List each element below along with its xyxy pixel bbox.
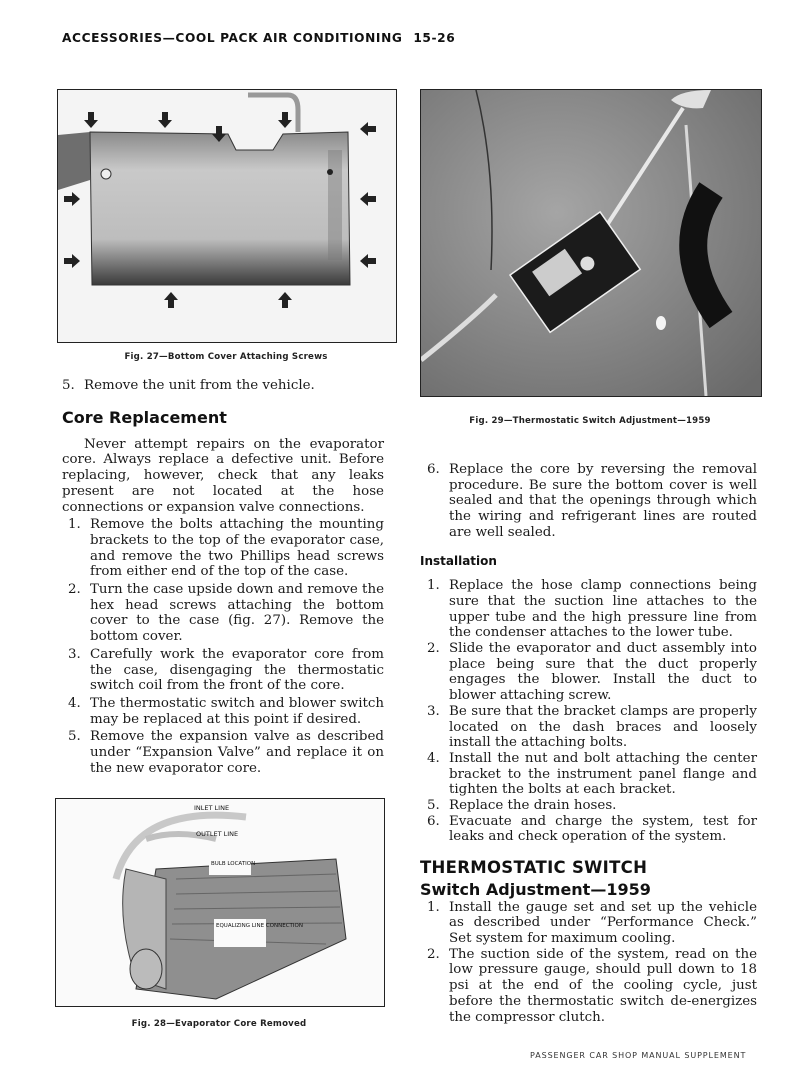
removal-steps-continued: [62, 378, 384, 394]
step-text: Remove the bolts attaching the mounting brackets to the top of the evaporator case, and remove the two Phillips head screws from either end of the top of the case.: [90, 517, 384, 580]
step-text: Replace the core by reversing the removal procedure. Be sure the bottom cover is well sealed and that the openings through which the wiring and refrigerant lines are routed are well sealed.: [449, 462, 757, 540]
step-number: 2.: [427, 641, 440, 657]
switch-adjustment-heading: Switch Adjustment—1959: [420, 879, 651, 899]
figure-27-caption: Fig. 27—Bottom Cover Attaching Screws: [124, 352, 328, 362]
page-number: 15-26: [413, 31, 456, 45]
left-column: [62, 378, 384, 394]
list-item: [427, 798, 757, 814]
step-number: 5.: [62, 378, 75, 393]
step-text: Slide the evaporator and duct assembly into place being sure that the duct properly engages the blower. Install the duct to blower attaching screw.: [449, 641, 757, 704]
step-number: 6.: [427, 813, 440, 829]
label-equalizing-line: EQUALIZING LINE CONNECTION: [216, 923, 303, 929]
label-outlet-line: OUTLET LINE: [196, 830, 239, 838]
figure-28-image: [55, 798, 385, 1007]
step-text: Turn the case upside down and remove the hex head screws attaching the bottom cover to the case (fig. 27). Remove the bottom cover.: [90, 582, 384, 645]
step-number: 4.: [68, 695, 81, 711]
label-inlet-line: INLET LINE: [194, 804, 230, 812]
installation-heading: Installation: [420, 553, 497, 568]
list-item: [427, 641, 757, 704]
step-number: 5.: [427, 798, 440, 814]
figure-29-image: [420, 89, 762, 397]
step-number: 2.: [68, 582, 81, 598]
label-bulb-location: BULB LOCATION: [211, 861, 256, 867]
list-item: [427, 814, 757, 845]
step-text: Be sure that the bracket clamps are properly located on the dash braces and loosely install the attaching bolts.: [449, 703, 757, 751]
step-number: 1.: [68, 517, 81, 533]
list-item: [427, 947, 757, 1026]
core-replacement-steps: [62, 517, 384, 776]
core-replacement-steps-continued: [427, 462, 757, 541]
list-item: [68, 647, 384, 694]
core-replacement-heading: Core Replacement: [62, 408, 227, 427]
list-item: [68, 517, 384, 580]
step-text: Remove the unit from the vehicle.: [84, 378, 315, 393]
step-number: 2.: [427, 946, 440, 962]
step-text: Install the nut and bolt attaching the center bracket to the instrument panel flange and tighten the bolts at each bracket.: [449, 750, 757, 798]
thermostatic-switch-illustration: [421, 90, 761, 396]
step-number: 5.: [68, 729, 81, 745]
step-number: 1.: [427, 899, 440, 915]
installation-steps: [427, 578, 757, 845]
list-item: [68, 696, 384, 727]
step-text: Carefully work the evaporator core from the case, disengaging the thermostatic switch coil from the front of the core.: [90, 646, 384, 694]
switch-adjustment-steps: [427, 900, 757, 1026]
right-column: [420, 462, 757, 1025]
list-item: [68, 729, 384, 776]
page-footer: PASSENGER CAR SHOP MANUAL SUPPLEMENT: [530, 1051, 747, 1060]
core-replacement-intro: Never attempt repairs on the evaporator core. Always replace a defective unit. Before replacing, however, check that any leaks present are not located at the hose connections or expansion valve connections.: [62, 436, 384, 515]
list-item: [427, 751, 757, 798]
step-text: Install the gauge set and set up the vehicle as described under “Performance Check.” Set system for maximum cooling.: [449, 899, 757, 946]
step-number: 3.: [427, 703, 440, 719]
step-number: 3.: [68, 646, 81, 662]
figure-28-caption: Fig. 28—Evaporator Core Removed: [131, 1019, 307, 1029]
page-header: [62, 31, 455, 45]
list-item: [427, 462, 757, 541]
step-number: 6.: [427, 462, 440, 477]
step-number: 1.: [427, 578, 440, 594]
step-text: Remove the expansion valve as described under “Expansion Valve” and replace it on the new evaporator core.: [90, 729, 384, 776]
step-text: The thermostatic switch and blower switch may be replaced at this point if desired.: [90, 695, 384, 727]
figure-29-caption: Fig. 29—Thermostatic Switch Adjustment—1959: [469, 416, 711, 426]
section-title: ACCESSORIES—COOL PACK AIR CONDITIONING: [62, 31, 403, 45]
bottom-cover-illustration: [58, 90, 396, 342]
step-text: The suction side of the system, read on the low pressure gauge, should pull down to 18 psi at the end of the cooling cycle, just before the thermostatic switch de-energizes the compressor clutch.: [449, 946, 757, 1025]
step-text: Replace the hose clamp connections being sure that the suction line attaches to the upper tube and the high pressure line from the condenser attaches to the lower tube.: [449, 578, 757, 641]
list-item: [427, 578, 757, 641]
thermostatic-switch-heading: THERMOSTATIC SWITCH: [420, 858, 648, 878]
step-number: 4.: [427, 750, 440, 766]
figure-27-image: [57, 89, 397, 343]
list-item: [427, 900, 757, 947]
list-item: [68, 582, 384, 645]
core-replacement-section: [62, 410, 384, 776]
list-item: [62, 378, 384, 394]
step-text: Replace the drain hoses.: [449, 798, 617, 814]
evaporator-core-illustration: [56, 799, 384, 1006]
step-text: Evacuate and charge the system, test for leaks and check operation of the system.: [449, 813, 757, 845]
list-item: [427, 704, 757, 751]
